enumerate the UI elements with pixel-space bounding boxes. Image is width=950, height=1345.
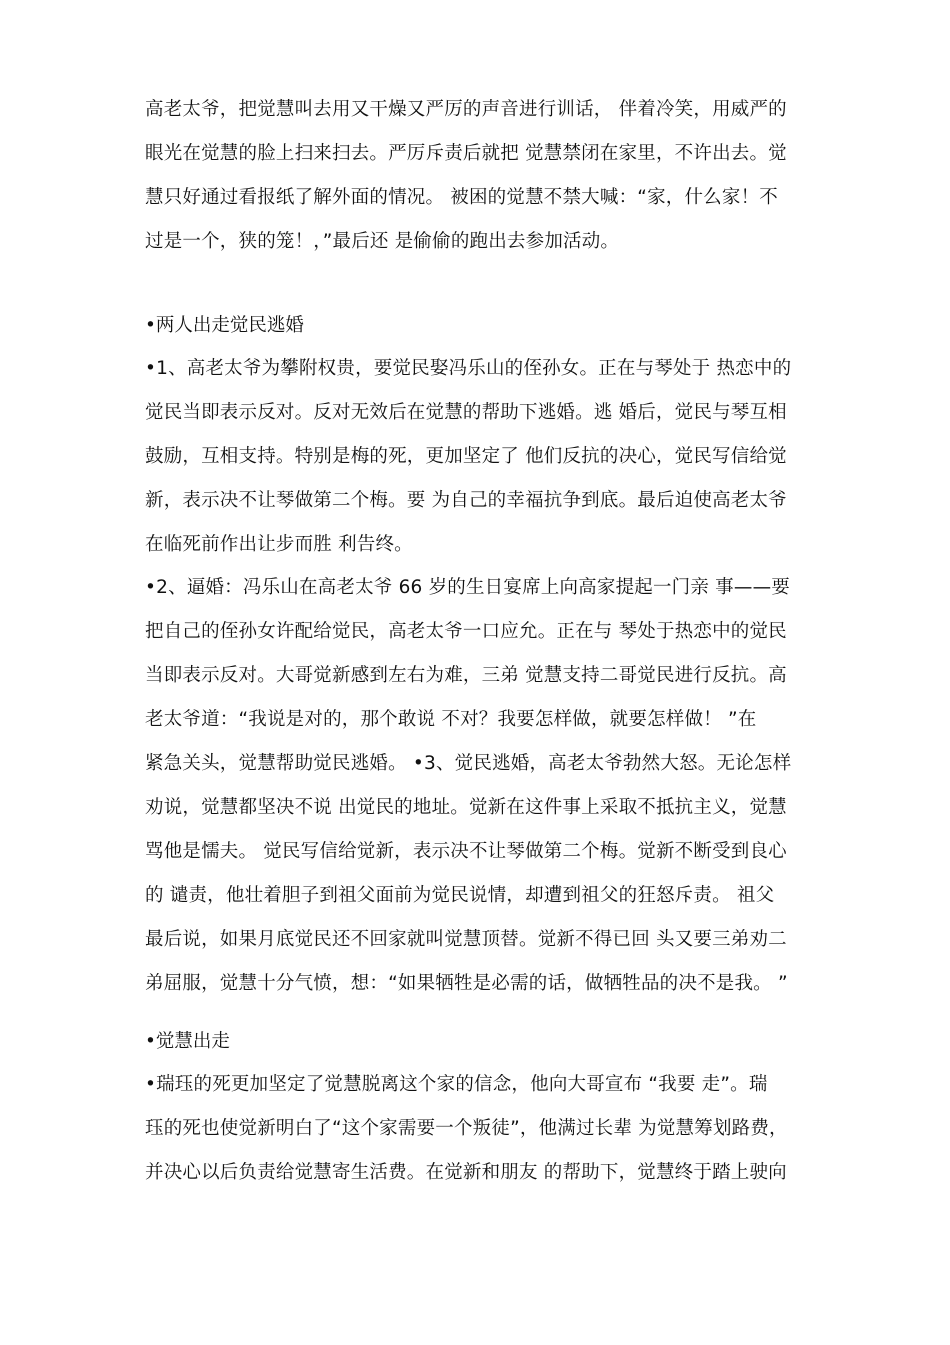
- text-line: 弟屈服，觉慧十分气愤，想：“如果牺牲是必需的话，做牺牲品的决不是我。 ”: [145, 973, 788, 994]
- text-line: 高老太爷，把觉慧叫去用又干燥又严厉的声音进行训话， 伴着冷笑，用威严的: [145, 99, 787, 120]
- text-line: 当即表示反对。大哥觉新感到左右为难，三弟 觉慧支持二哥觉民进行反抗。高: [145, 665, 787, 686]
- text-line: •瑞珏的死更加坚定了觉慧脱离这个家的信念，他向大哥宣布 “我要 走”。瑞: [145, 1074, 768, 1095]
- text-line: 最后说，如果月底觉民还不回家就叫觉慧顶替。觉新不得已回 头又要三弟劝二: [145, 929, 787, 950]
- paragraph-juehui-departure: [145, 1063, 817, 1195]
- text-line: 把自己的侄孙女许配给觉民，高老太爷一口应允。正在与 琴处于热恋中的觉民: [145, 621, 787, 642]
- text-line: 紧急关头，觉慧帮助觉民逃婚。 •3、觉民逃婚，高老太爷勃然大怒。无论怎样: [145, 753, 792, 774]
- text-line: 慧只好通过看报纸了解外面的情况。 被困的觉慧不禁大喊：“家，什么家！不: [145, 187, 778, 208]
- text-line: 并决心以后负责给觉慧寄生活费。在觉新和朋友 的帮助下，觉慧终于踏上驶向: [145, 1162, 787, 1183]
- text-line: 觉民当即表示反对。反对无效后在觉慧的帮助下逃婚。逃 婚后，觉民与琴互相: [145, 402, 787, 423]
- text-line: 眼光在觉慧的脸上扫来扫去。严厉斥责后就把 觉慧禁闭在家里，不许出去。觉: [145, 143, 787, 164]
- text-line: •1、高老太爷为攀附权贵，要觉民娶冯乐山的侄孙女。正在与琴处于 热恋中的: [145, 358, 792, 379]
- section-heading: •觉慧出走: [145, 1031, 230, 1052]
- section-heading: •两人出走觉民逃婚: [145, 315, 304, 336]
- text-line: 在临死前作出让步而胜 利告终。: [145, 534, 413, 555]
- text-line: 鼓励，互相支持。特别是梅的死，更加坚定了 他们反抗的决心，觉民写信给觉: [145, 446, 787, 467]
- text-line: 的 谴责，他壮着胆子到祖父面前为觉民说情，却遭到祖父的狂怒斥责。 祖父: [145, 885, 775, 906]
- text-line: 过是一个，狭的笼！，”最后还 是偷偷的跑出去参加活动。: [145, 231, 620, 252]
- text-line: 骂他是懦夫。 觉民写信给觉新，表示决不让琴做第二个梅。觉新不断受到良心: [145, 841, 787, 862]
- paragraph-gao-lecture: [145, 88, 817, 264]
- text-line: 劝说，觉慧都坚决不说 出觉民的地址。觉新在这件事上采取不抵抗主义，觉慧: [145, 797, 787, 818]
- text-line: 老太爷道：“我说是对的，那个敢说 不对？我要怎样做，就要怎样做！ ”在: [145, 709, 757, 730]
- text-line: 珏的死也使觉新明白了“这个家需要一个叛徒”，他满过长辈 为觉慧筹划路费，: [145, 1118, 788, 1139]
- section-heading-juemin-escape: [145, 311, 817, 341]
- section-heading-juehui-leaves: [145, 1027, 817, 1057]
- text-line: •2、逼婚：冯乐山在高老太爷 66 岁的生日宴席上向高家提起一门亲 事——要: [145, 577, 790, 598]
- text-line: 新，表示决不让琴做第二个梅。要 为自己的幸福抗争到底。最后迫使高老太爷: [145, 490, 787, 511]
- paragraph-juemin-marriage: [145, 347, 817, 567]
- paragraph-forced-marriage: [145, 566, 817, 1006]
